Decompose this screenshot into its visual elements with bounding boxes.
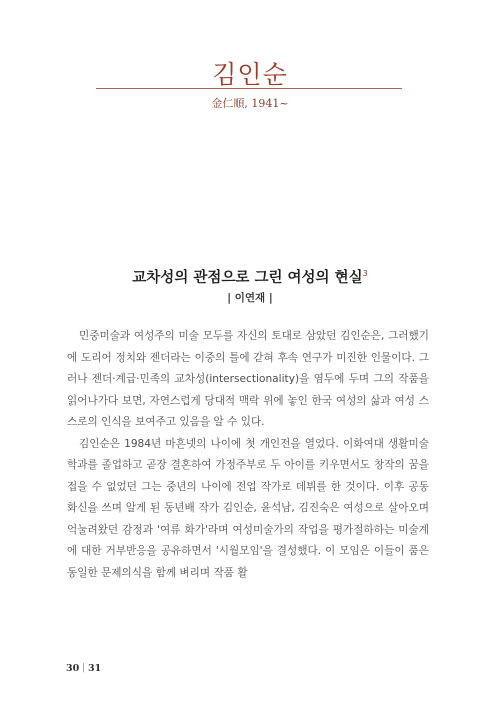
essay-author: | 이연재 |	[227, 292, 273, 304]
paragraph: 민중미술과 여성주의 미술 모두를 자신의 토대로 삼았던 김인순은, 그러했기에 도리어 정치와 젠더라는 이중의 틀에 갇혀 후속 연구가 미진한 인물이다. 그러나 젠더·계급·민족의 교차성(intersectionality)을 염두에 두며 그의 작품을 읽어나가다 보면, 자연스럽게 당대적 맥락 위에 놓인 한국 여성의 삶과 여성 스스로의 인식을 보여주고 있음을 알 수 있다.	[67, 330, 429, 428]
page-number-separator: |	[82, 662, 86, 673]
page-number-right: 31	[88, 663, 102, 674]
body-text	[67, 326, 429, 584]
essay-title-text: 교차성의 관점으로 그린 여성의 현실	[132, 270, 363, 286]
artist-name: 김인순	[212, 60, 288, 89]
footnote-mark[interactable]: 3	[362, 269, 368, 279]
title-divider	[96, 88, 402, 89]
page-number-left: 30	[66, 663, 80, 674]
paragraph: 김인순은 1984년 마흔넷의 나이에 첫 개인전을 열었다. 이화여대 생활미술학과를 졸업하고 곧장 결혼하여 가정주부로 두 아이를 키우면서도 창작의 꿈을 접을 수 없었던 그는 중년의 나이에 전업 작가로 데뷔를 한 것이다. 이후 공동 화신을 쓰며 알게 된 동년배 작가 김인순, 윤석남, 김진숙은 여성으로 살아오며 억눌려왔던 감정과 '여류 화가'라며 여성미술가의 작업을 평가절하하는 미술계에 대한 거부반응을 공유하면서 '시월모임'을 결성했다. 이 모임은 이들이 품은 동일한 문제의식을 함께 벼리며 작품 활	[67, 437, 429, 579]
essay-title	[0, 266, 500, 287]
artist-subtitle: 金仁順, 1941~	[211, 97, 289, 110]
